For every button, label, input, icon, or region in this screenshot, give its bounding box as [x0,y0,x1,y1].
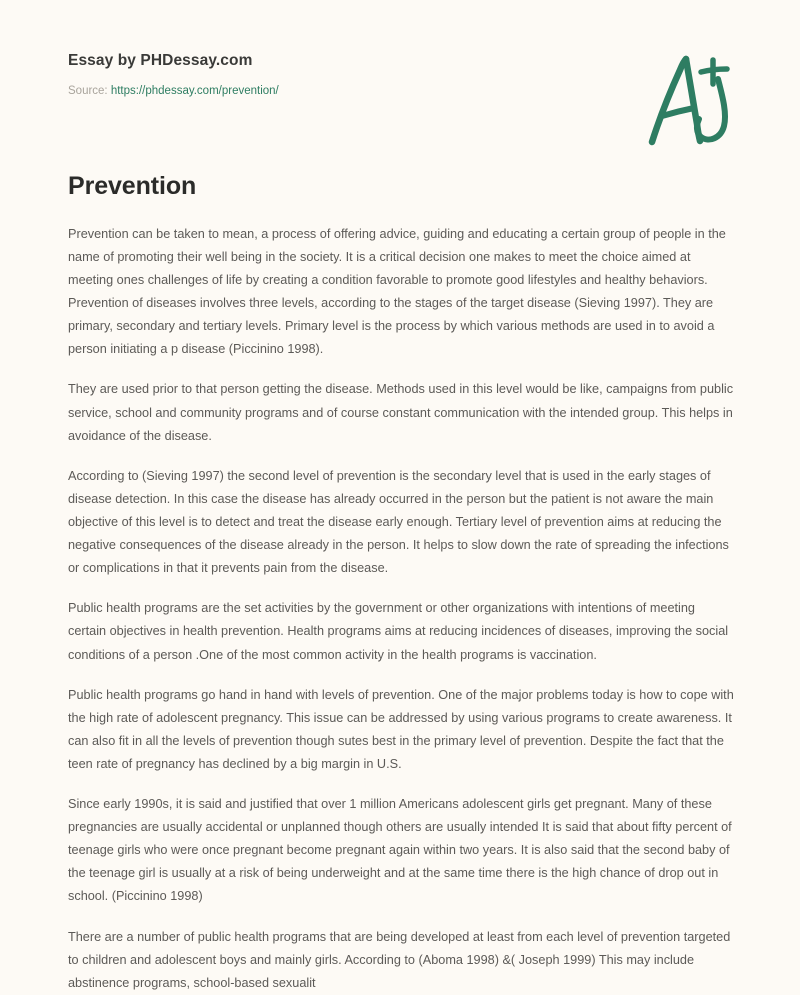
page-title: Prevention [68,172,197,200]
a-plus-handwritten-logo-icon [639,46,743,156]
body-paragraph: There are a number of public health programs that are being developed at least from each level of prevention targeted to children and adolescent boys and mainly girls. According to (Aboma 1998) &( Joseph 1999) This may include abstinence programs, school-based sexualit [68,929,731,990]
byline: Essay by PHDessay.com [68,52,253,69]
body-paragraph: According to (Sieving 1997) the second level of prevention is the secondary level that is used in the early stages of disease detection. In this case the disease has already occurred in the person but the patient is not aware the main objective of this level is to detect and treat the disease early enough. Tertiary level of prevention aims at reducing the negative consequences of the disease already in the person. It helps to slow down the rate of spreading the infections or complications in that it prevents pain from the disease. [68,468,729,576]
source-label: Source: [68,84,108,97]
body-paragraph: Public health programs are the set activities by the government or other organizations with intentions of meeting certain objectives in health prevention. Health programs aims at reducing incidences of diseases, improving the social conditions of a person .One of the most common activity in the health programs is vaccination. [68,601,729,662]
document-header [68,52,735,144]
document-body [68,223,736,995]
body-paragraph: Public health programs go hand in hand with levels of prevention. One of the major problems today is how to cope with the high rate of adolescent pregnancy. This issue can be addressed by using various programs to create awareness. It can also fit in all the levels of prevention though sutes best in the primary level of prevention. Despite the fact that the teen rate of pregnancy has declined by a big margin in U.S. [68,687,734,771]
body-paragraph: Since early 1990s, it is said and justified that over 1 million Americans adolescent girls get pregnant. Many of these pregnancies are usually accidental or unplanned though others are usually intended It is said that about fifty percent of teenage girls who were once pregnant become pregnant again within two years. It is also said that the second baby of the teenage girl is usually at a risk of being underweight and at the same time there is the high chance of drop out in school. (Piccinino 1998) [68,797,732,904]
body-paragraph: They are used prior to that person getting the disease. Methods used in this level would be like, campaigns from public service, school and community programs and of course constant communication with the intended group. This helps in avoidance of the disease. [68,382,734,443]
source-row [68,85,735,99]
body-paragraph: Prevention can be taken to mean, a process of offering advice, guiding and educating a certain group of people in the name of promoting their well being in the society. It is a critical decision one makes to meet the choice aimed at meeting ones challenges of life by creating a condition favorable to promote good lifestyles and healthy behaviors. Prevention of diseases involves three levels, according to the stages of the target disease (Sieving 1997). They are primary, secondary and tertiary levels. Primary level is the process by which various methods are used in to avoid a person initiating a p disease (Piccinino 1998). [68,226,726,357]
source-url-link[interactable]: https://phdessay.com/prevention/ [110,84,279,97]
